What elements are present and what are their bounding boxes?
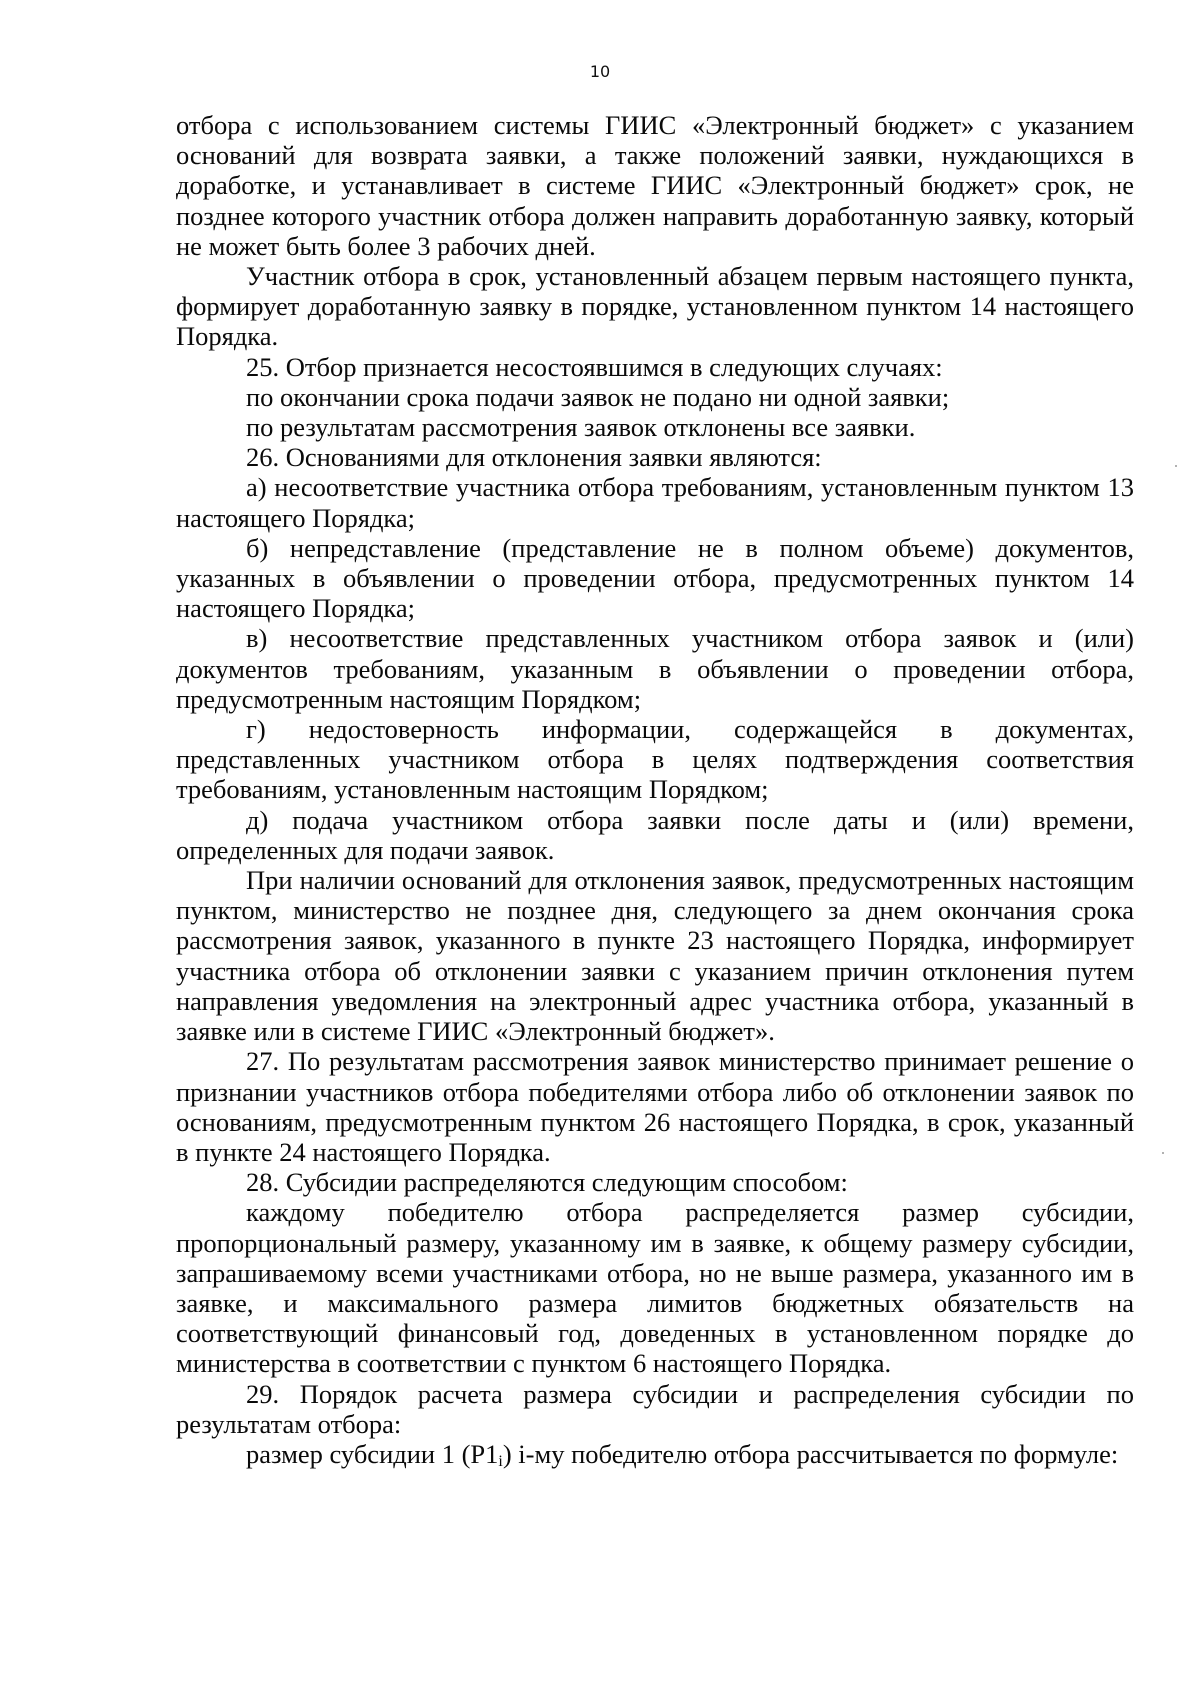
scan-speck <box>1175 465 1177 467</box>
paragraph-26-v: в) несоответствие представленных участником отбора заявок и (или) документов требованиям, указанным в объявлении о проведении отбора, предусмотренным настоящим Порядком; <box>176 623 1134 714</box>
paragraph-no-applications: по окончании срока подачи заявок не подано ни одной заявки; <box>246 381 950 412</box>
paragraph-participant-revision: Участник отбора в срок, установленный абзацем первым настоящего пункта, формирует доработанную заявку в порядке, установленном пунктом 14 настоящего Порядка. <box>176 261 1134 352</box>
paragraph-26-d: д) подача участником отбора заявки после даты и (или) времени, определенных для подачи заявок. <box>176 804 1134 865</box>
paragraph-formula-intro <box>176 1439 1134 1469</box>
paragraph-item-27: 27. По результатам рассмотрения заявок министерство принимает решение о признании участников отбора победителями отбора либо об отклонении заявок по основаниям, предусмотренным пунктом 26 настоящего Порядка, в срок, указанный в пункте 24 настоящего Порядка. <box>176 1046 1134 1167</box>
formula-intro-after: ) i-му победителю отбора рассчитывается по формуле: <box>502 1438 1119 1469</box>
formula-intro-before: размер субсидии 1 (P1 <box>246 1438 499 1469</box>
paragraph-26-a: а) несоответствие участника отбора требованиям, установленным пунктом 13 настоящего Порядка; <box>176 472 1134 533</box>
paragraph-item-26: 26. Основаниями для отклонения заявки являются: <box>246 442 822 473</box>
formula-subscript: i <box>498 1453 503 1471</box>
paragraph-distribution-method: каждому победителю отбора распределяется размер субсидии, пропорциональный размеру, указанному им в заявке, к общему размеру субсидии, запрашиваемому всеми участниками отбора, но не выше размера, указанного им в заявке, и максимального размера лимитов бюджетных обязательств на соответствующий финансовый год, доведенных в установленном порядке до министерства в соответствии с пунктом 6 настоящего Порядка. <box>176 1197 1134 1379</box>
page-number: 10 <box>589 62 611 81</box>
document-body <box>176 110 1134 1469</box>
paragraph-item-29: 29. Порядок расчета размера субсидии и распределения субсидии по результатам отбора: <box>176 1378 1134 1439</box>
paragraph-continuation: отбора с использованием системы ГИИС «Электронный бюджет» с указанием оснований для возврата заявки, а также положений заявки, нуждающихся в доработке, и устанавливает в системе ГИИС «Электронный бюджет» срок, не позднее которого участник отбора должен направить доработанную заявку, который не может быть более 3 рабочих дней. <box>176 110 1134 261</box>
paragraph-26-b: б) непредставление (представление не в полном объеме) документов, указанных в объявлении о проведении отбора, предусмотренных пунктом 14 настоящего Порядка; <box>176 532 1134 624</box>
paragraph-26-g: г) недостоверность информации, содержащейся в документах, представленных участником отбора в целях подтверждения соответствия требованиям, установленным настоящим Порядком; <box>176 714 1134 805</box>
paragraph-all-rejected: по результатам рассмотрения заявок отклонены все заявки. <box>246 412 916 443</box>
paragraph-rejection-notice: При наличии оснований для отклонения заявок, предусмотренных настоящим пунктом, министерство не позднее дня, следующего за днем окончания срока рассмотрения заявок, указанного в пункте 23 настоящего Порядка, информирует участника отбора об отклонении заявки с указанием причин отклонения путем направления уведомления на электронный адрес участника отбора, указанный в заявке или в системе ГИИС «Электронный бюджет». <box>176 865 1134 1047</box>
scan-speck <box>1162 1152 1164 1154</box>
paragraph-item-25: 25. Отбор признается несостоявшимся в следующих случаях: <box>246 351 943 382</box>
paragraph-item-28: 28. Субсидии распределяются следующим способом: <box>246 1167 848 1198</box>
